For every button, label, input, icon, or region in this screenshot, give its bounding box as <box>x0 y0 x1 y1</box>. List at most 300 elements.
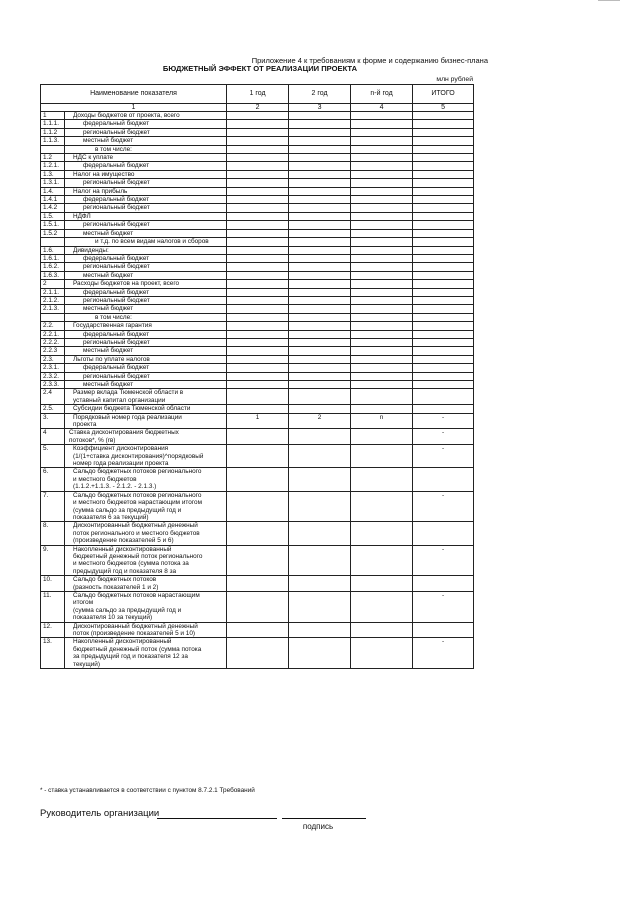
row-value <box>289 246 351 254</box>
row-value: - <box>413 638 474 669</box>
row-label: региональный бюджет <box>65 372 227 380</box>
table-row <box>41 187 474 195</box>
table-row <box>41 389 474 405</box>
row-value <box>227 347 289 355</box>
row-value <box>351 322 413 330</box>
table-row <box>41 221 474 229</box>
row-value <box>289 179 351 187</box>
row-value <box>227 254 289 262</box>
row-value <box>227 154 289 162</box>
row-value <box>413 313 474 321</box>
row-value <box>289 221 351 229</box>
row-value <box>413 405 474 413</box>
table-row <box>41 313 474 321</box>
row-number: 1.6.2. <box>41 263 65 271</box>
row-label: региональный бюджет <box>65 338 227 346</box>
signature-label: Руководитель организации <box>40 808 160 819</box>
row-value: - <box>413 491 474 522</box>
signature-line-name <box>157 818 277 819</box>
row-value <box>413 271 474 279</box>
row-label: местный бюджет <box>65 381 227 389</box>
row-number: 12. <box>41 622 65 638</box>
row-value <box>413 280 474 288</box>
row-number: 2.2.2. <box>41 338 65 346</box>
row-value <box>351 288 413 296</box>
row-value <box>227 405 289 413</box>
header-num-3: 3 <box>289 104 351 112</box>
row-value <box>351 522 413 545</box>
row-value <box>289 330 351 338</box>
row-value <box>413 364 474 372</box>
row-number: 1.4.2 <box>41 204 65 212</box>
row-label: Налог на прибыль <box>65 187 227 195</box>
table-row <box>41 522 474 545</box>
row-value <box>289 145 351 153</box>
row-value <box>289 271 351 279</box>
header-year-n: n-й год <box>351 85 413 104</box>
row-number: 1.4. <box>41 187 65 195</box>
row-value <box>413 238 474 246</box>
row-value <box>227 491 289 522</box>
row-value <box>351 381 413 389</box>
table-row <box>41 364 474 372</box>
signature-line-sign <box>282 818 366 819</box>
row-label: Коэффициент дисконтирования (1/(1+ставка дисконтирования)^порядковый номер года реализации проекта <box>65 445 227 468</box>
row-value <box>351 305 413 313</box>
row-value <box>227 212 289 220</box>
row-value <box>413 622 474 638</box>
row-number: 9. <box>41 545 65 576</box>
row-value <box>289 305 351 313</box>
row-number: 6. <box>41 468 65 491</box>
row-number <box>41 238 65 246</box>
row-value <box>351 364 413 372</box>
signature-caption: подпись <box>302 822 334 831</box>
row-value <box>289 405 351 413</box>
table-row <box>41 112 474 120</box>
row-value <box>351 429 413 445</box>
row-label: федеральный бюджет <box>65 120 227 128</box>
table-row <box>41 413 474 429</box>
row-number: 1.6.1. <box>41 254 65 262</box>
row-value <box>227 128 289 136</box>
row-value: 1 <box>227 413 289 429</box>
row-label: Доходы бюджетов от проекта, всего <box>65 112 227 120</box>
table-row <box>41 545 474 576</box>
row-value <box>289 364 351 372</box>
table-row <box>41 372 474 380</box>
row-value <box>227 187 289 195</box>
row-value <box>351 622 413 638</box>
table-row <box>41 405 474 413</box>
row-value: - <box>413 413 474 429</box>
row-value <box>413 196 474 204</box>
row-number: 1.1.1. <box>41 120 65 128</box>
row-value <box>413 246 474 254</box>
row-value <box>289 491 351 522</box>
row-label: региональный бюджет <box>65 179 227 187</box>
row-value <box>351 196 413 204</box>
row-value <box>351 545 413 576</box>
row-value <box>227 170 289 178</box>
row-number: 1.6.3. <box>41 271 65 279</box>
row-number: 1.6. <box>41 246 65 254</box>
row-value: 2 <box>289 413 351 429</box>
row-value <box>413 254 474 262</box>
row-number: 2.4 <box>41 389 65 405</box>
row-label: Дисконтированный бюджетный денежный поток регионального и местного бюджетов (произведение показателей 5 и 6) <box>65 522 227 545</box>
row-value <box>227 330 289 338</box>
table-row <box>41 591 474 622</box>
table-row <box>41 179 474 187</box>
row-number: 1.2 <box>41 154 65 162</box>
table-row <box>41 305 474 313</box>
footnote: * - ставка устанавливается в соответствии с пунктом 8.7.2.1 Требований <box>40 787 255 794</box>
row-value <box>289 338 351 346</box>
row-value <box>413 381 474 389</box>
row-label: Субсидии бюджета Тюменской области <box>65 405 227 413</box>
row-value <box>289 212 351 220</box>
row-value <box>351 405 413 413</box>
row-value <box>227 305 289 313</box>
table-row <box>41 280 474 288</box>
row-value <box>413 187 474 195</box>
table-row <box>41 622 474 638</box>
row-value <box>227 355 289 363</box>
row-label: Сальдо бюджетных потоков регионального и местного бюджетов нарастающим итогом (сумма сальдо за предыдущий год и показателя 6 за текущий) <box>65 491 227 522</box>
row-value <box>413 330 474 338</box>
row-value <box>351 445 413 468</box>
table-row <box>41 254 474 262</box>
row-value <box>227 246 289 254</box>
row-number: 2.5. <box>41 405 65 413</box>
row-number: 2.3.2. <box>41 372 65 380</box>
row-value <box>413 221 474 229</box>
row-number: 11. <box>41 591 65 622</box>
row-value <box>289 622 351 638</box>
table-row <box>41 162 474 170</box>
table-row <box>41 246 474 254</box>
row-value <box>413 263 474 271</box>
row-value <box>289 638 351 669</box>
row-label: Накопленный дисконтированный бюджетный денежный поток (сумма потока за предыдущий год и показателя 12 за текущий) <box>65 638 227 669</box>
row-label: НДФЛ <box>65 212 227 220</box>
header-name: Наименование показателя <box>41 85 227 104</box>
table-row <box>41 638 474 669</box>
row-value <box>351 238 413 246</box>
row-value <box>227 179 289 187</box>
row-value <box>227 445 289 468</box>
row-value <box>413 112 474 120</box>
row-value <box>227 221 289 229</box>
row-number: 13. <box>41 638 65 669</box>
row-value <box>351 271 413 279</box>
row-value <box>289 170 351 178</box>
row-value: - <box>413 429 474 445</box>
row-value <box>351 313 413 321</box>
row-number: 1.3. <box>41 170 65 178</box>
row-value <box>227 364 289 372</box>
row-label: федеральный бюджет <box>65 162 227 170</box>
row-value <box>351 355 413 363</box>
row-label: НДС к уплате <box>65 154 227 162</box>
row-value <box>289 187 351 195</box>
row-number: 2.3. <box>41 355 65 363</box>
row-value <box>413 170 474 178</box>
table-row <box>41 229 474 237</box>
row-number: 8. <box>41 522 65 545</box>
row-number: 1.5. <box>41 212 65 220</box>
row-value <box>351 591 413 622</box>
table-row <box>41 468 474 491</box>
row-value <box>413 305 474 313</box>
row-value <box>351 263 413 271</box>
row-value <box>413 347 474 355</box>
row-value <box>289 238 351 246</box>
row-value <box>289 196 351 204</box>
row-value <box>289 128 351 136</box>
row-value <box>413 212 474 220</box>
row-label: Порядковый номер года реализации проекта <box>65 413 227 429</box>
row-value <box>227 389 289 405</box>
row-value: - <box>413 545 474 576</box>
header-num-5: 5 <box>413 104 474 112</box>
table-row <box>41 212 474 220</box>
row-number: 2.1.2. <box>41 296 65 304</box>
unit-label: млн рублей <box>436 76 473 83</box>
row-label: Ставка дисконтирования бюджетных потоков*, % (rʙ) <box>65 429 227 445</box>
row-value <box>227 622 289 638</box>
row-value <box>413 154 474 162</box>
table-row <box>41 271 474 279</box>
row-value <box>227 120 289 128</box>
row-value <box>351 246 413 254</box>
row-value <box>351 154 413 162</box>
table-row <box>41 238 474 246</box>
row-value <box>413 338 474 346</box>
row-value <box>413 522 474 545</box>
row-value: - <box>413 591 474 622</box>
row-value <box>413 288 474 296</box>
row-value <box>289 296 351 304</box>
row-value <box>351 638 413 669</box>
row-label: местный бюджет <box>65 137 227 145</box>
row-value <box>351 112 413 120</box>
row-value <box>227 468 289 491</box>
row-value <box>227 545 289 576</box>
row-label: Льготы по уплате налогов <box>65 355 227 363</box>
row-value <box>289 154 351 162</box>
row-value <box>227 204 289 212</box>
table-row <box>41 381 474 389</box>
appendix-note: Приложение 4 к требованиям к форме и содержанию бизнес-плана <box>251 56 488 65</box>
row-number: 5. <box>41 445 65 468</box>
row-value <box>413 355 474 363</box>
row-value <box>227 137 289 145</box>
row-value <box>413 322 474 330</box>
page-title: БЮДЖЕТНЫЙ ЭФФЕКТ ОТ РЕАЛИЗАЦИИ ПРОЕКТА <box>162 64 358 73</box>
row-value <box>227 229 289 237</box>
row-label: и т.д. по всем видам налогов и сборов <box>65 238 227 246</box>
table-row <box>41 145 474 153</box>
row-label: Размер вклада Тюменской области в уставный капитал организации <box>65 389 227 405</box>
row-number: 1.5.2 <box>41 229 65 237</box>
row-value <box>289 445 351 468</box>
row-value <box>351 204 413 212</box>
header-num-1: 1 <box>41 104 227 112</box>
row-value <box>227 381 289 389</box>
row-value <box>227 112 289 120</box>
table-row <box>41 204 474 212</box>
row-number: 2.1.1. <box>41 288 65 296</box>
row-label: федеральный бюджет <box>65 196 227 204</box>
row-value <box>351 468 413 491</box>
row-number <box>41 145 65 153</box>
row-value <box>227 591 289 622</box>
row-value <box>289 162 351 170</box>
row-label: местный бюджет <box>65 229 227 237</box>
row-value <box>413 137 474 145</box>
table-row <box>41 445 474 468</box>
row-value <box>351 347 413 355</box>
table-row <box>41 154 474 162</box>
row-number: 1.3.1. <box>41 179 65 187</box>
row-value <box>227 263 289 271</box>
row-value <box>413 120 474 128</box>
row-value <box>351 254 413 262</box>
table-row <box>41 288 474 296</box>
row-value <box>289 322 351 330</box>
row-value <box>289 313 351 321</box>
row-value <box>351 330 413 338</box>
row-number: 3. <box>41 413 65 429</box>
row-label: региональный бюджет <box>65 128 227 136</box>
row-value <box>351 372 413 380</box>
row-value: n <box>351 413 413 429</box>
row-number: 2.3.3. <box>41 381 65 389</box>
row-value <box>413 204 474 212</box>
row-value <box>289 591 351 622</box>
row-value <box>351 212 413 220</box>
row-label: в том числе: <box>65 313 227 321</box>
table-row <box>41 429 474 445</box>
row-value: - <box>413 445 474 468</box>
row-label: местный бюджет <box>65 271 227 279</box>
header-year-1: 1 год <box>227 85 289 104</box>
row-value <box>227 522 289 545</box>
row-value <box>289 545 351 576</box>
row-value <box>289 355 351 363</box>
row-value <box>289 389 351 405</box>
row-value <box>351 338 413 346</box>
table-row <box>41 296 474 304</box>
row-value <box>227 313 289 321</box>
row-value <box>227 576 289 592</box>
row-value <box>413 576 474 592</box>
row-value <box>289 381 351 389</box>
row-value <box>351 389 413 405</box>
row-label: федеральный бюджет <box>65 364 227 372</box>
row-value <box>413 229 474 237</box>
table-row <box>41 196 474 204</box>
table-row <box>41 347 474 355</box>
row-value <box>351 491 413 522</box>
row-value <box>351 137 413 145</box>
row-label: Налог на имущество <box>65 170 227 178</box>
row-value <box>289 280 351 288</box>
row-value <box>227 238 289 246</box>
row-label: региональный бюджет <box>65 204 227 212</box>
row-label: региональный бюджет <box>65 296 227 304</box>
row-label: местный бюджет <box>65 347 227 355</box>
row-label: Государственная гарантия <box>65 322 227 330</box>
row-value <box>289 429 351 445</box>
row-label: Сальдо бюджетных потоков (разность показателей 1 и 2) <box>65 576 227 592</box>
row-value <box>227 145 289 153</box>
row-value <box>351 576 413 592</box>
row-value <box>227 162 289 170</box>
row-value <box>289 254 351 262</box>
page-corner-mark <box>598 0 620 1</box>
row-label: Дивиденды: <box>65 246 227 254</box>
row-label: региональный бюджет <box>65 263 227 271</box>
table-row <box>41 338 474 346</box>
row-label: федеральный бюджет <box>65 288 227 296</box>
row-value <box>227 429 289 445</box>
row-value <box>351 120 413 128</box>
table-row <box>41 170 474 178</box>
row-value <box>289 576 351 592</box>
row-number: 2.1.3. <box>41 305 65 313</box>
row-number: 1.1.2 <box>41 128 65 136</box>
row-number: 4 <box>41 429 65 445</box>
row-value <box>351 162 413 170</box>
row-value <box>227 296 289 304</box>
row-value <box>227 372 289 380</box>
row-number <box>41 313 65 321</box>
table-row <box>41 128 474 136</box>
row-value <box>413 468 474 491</box>
row-number: 1 <box>41 112 65 120</box>
row-value <box>351 170 413 178</box>
row-number: 2.3.1. <box>41 364 65 372</box>
row-value <box>351 229 413 237</box>
row-value <box>289 137 351 145</box>
table-row <box>41 330 474 338</box>
header-total: ИТОГО <box>413 85 474 104</box>
row-value <box>351 179 413 187</box>
row-value <box>227 338 289 346</box>
table-row <box>41 263 474 271</box>
row-number: 2.2. <box>41 322 65 330</box>
row-value <box>351 128 413 136</box>
row-number: 2.2.3 <box>41 347 65 355</box>
table-row <box>41 576 474 592</box>
row-value <box>227 271 289 279</box>
row-value <box>289 372 351 380</box>
row-value <box>413 296 474 304</box>
row-value <box>227 196 289 204</box>
row-number: 1.5.1. <box>41 221 65 229</box>
row-number: 10. <box>41 576 65 592</box>
row-label: федеральный бюджет <box>65 330 227 338</box>
row-value <box>413 372 474 380</box>
row-value <box>289 112 351 120</box>
header-num-2: 2 <box>227 104 289 112</box>
row-value <box>413 179 474 187</box>
row-value <box>351 145 413 153</box>
row-label: в том числе: <box>65 145 227 153</box>
